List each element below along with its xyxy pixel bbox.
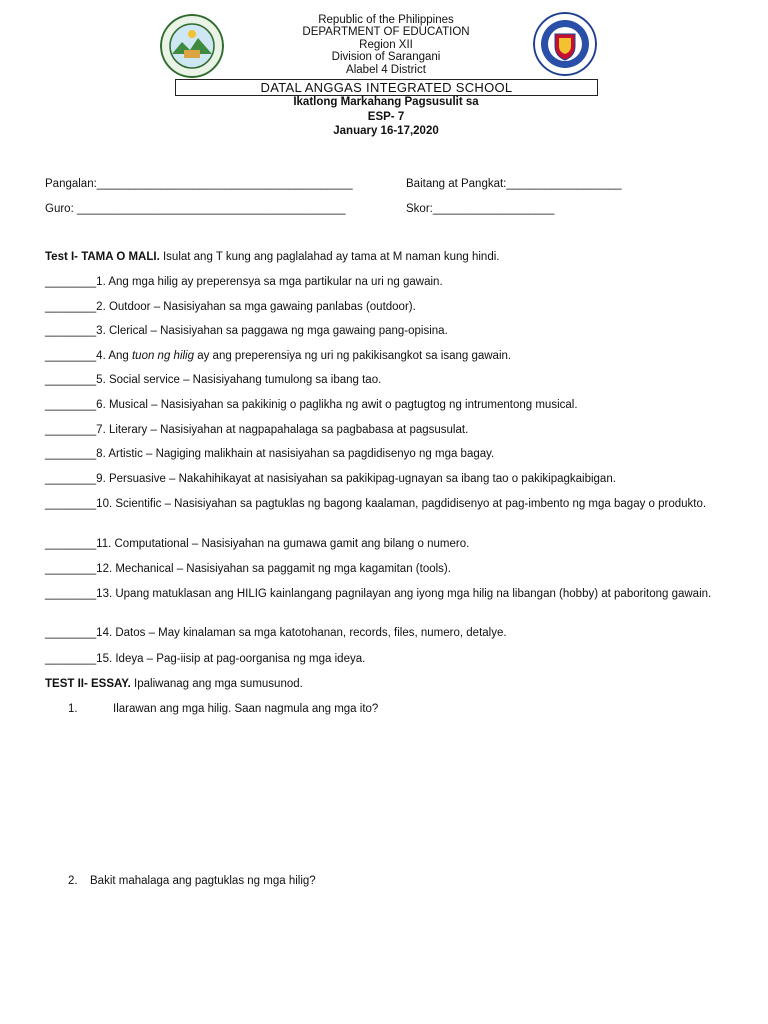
answer-blank[interactable]: ________ bbox=[45, 627, 97, 639]
test1-item bbox=[45, 350, 511, 362]
deped-seal-icon bbox=[533, 12, 597, 76]
question-number: 2. bbox=[68, 875, 78, 887]
test1-heading-rest: Isulat ang T kung ang paglalahad ay tama at M naman kung hindi. bbox=[159, 251, 500, 263]
item-text: 8. Artistic – Nagiging malikhain at nasisiyahan sa pagdidisenyo ng mga bagay. bbox=[96, 448, 495, 460]
essay-question bbox=[68, 875, 316, 887]
answer-blank[interactable]: ________ bbox=[45, 424, 97, 436]
exam-title: Ikatlong Markahang Pagsusulit sa bbox=[293, 96, 479, 108]
header-region: Region XII bbox=[359, 38, 413, 51]
item-text-rest: ay ang preperensiya ng uri ng pakikisangkot sa isang gawain. bbox=[194, 350, 512, 362]
answer-blank[interactable]: ________ bbox=[45, 350, 97, 362]
grade-section-field[interactable]: Baitang at Pangkat:__________________ bbox=[406, 178, 622, 190]
score-field[interactable]: Skor:___________________ bbox=[406, 203, 555, 215]
test1-item bbox=[45, 399, 578, 411]
item-text: 2. Outdoor – Nasisiyahan sa mga gawaing panlabas (outdoor). bbox=[96, 301, 416, 313]
exam-date: January 16-17,2020 bbox=[333, 125, 439, 138]
test1-heading bbox=[45, 251, 499, 263]
test1-item bbox=[45, 497, 725, 513]
item-text: 4. Ang bbox=[96, 350, 132, 362]
item-text: 6. Musical – Nasisiyahan sa pakikinig o paglikha ng awit o pagtugtog ng intrumentong musical. bbox=[96, 399, 578, 411]
test1-heading-bold: Test I- TAMA O MALI. bbox=[45, 251, 160, 263]
test2-heading bbox=[45, 678, 303, 690]
header-department: DEPARTMENT OF EDUCATION bbox=[302, 26, 470, 39]
teacher-field[interactable]: Guro: __________________________________________ bbox=[45, 203, 346, 215]
test2-heading-bold: TEST II- ESSAY. bbox=[45, 678, 131, 690]
header-lines bbox=[250, 14, 522, 76]
answer-blank[interactable]: ________ bbox=[45, 498, 97, 510]
school-seal-icon bbox=[160, 14, 224, 78]
test1-item bbox=[45, 563, 451, 575]
question-text: Bakit mahalaga ang pagtuklas ng mga hilig? bbox=[90, 875, 316, 887]
question-text: Ilarawan ang mga hilig. Saan nagmula ang mga ito? bbox=[113, 703, 379, 715]
header-division: Division of Sarangani bbox=[331, 51, 441, 64]
header-republic: Republic of the Philippines bbox=[318, 14, 454, 26]
test1-item bbox=[45, 374, 381, 386]
test1-item bbox=[45, 538, 469, 550]
header-district: Alabel 4 District bbox=[346, 63, 426, 76]
test1-item bbox=[45, 587, 725, 603]
item-text: 5. Social service – Nasisiyahang tumulong sa ibang tao. bbox=[96, 374, 382, 386]
test1-item bbox=[45, 448, 494, 460]
answer-blank[interactable]: ________ bbox=[45, 374, 97, 386]
exam-subject: ESP- 7 bbox=[367, 110, 405, 123]
item-text: 11. Computational – Nasisiyahan na gumawa gamit ang bilang o numero. bbox=[96, 538, 470, 550]
item-text: 9. Persuasive – Nakahihikayat at nasisiyahan sa pakikipag-ugnayan sa ibang tao o pakikipagkaibigan. bbox=[96, 473, 616, 485]
answer-blank[interactable]: ________ bbox=[45, 538, 97, 550]
answer-blank[interactable]: ________ bbox=[45, 473, 97, 485]
answer-blank[interactable]: ________ bbox=[45, 399, 97, 411]
test1-item bbox=[45, 473, 616, 485]
name-field[interactable]: Pangalan:________________________________________ bbox=[45, 178, 353, 190]
test1-item bbox=[45, 424, 468, 436]
answer-blank[interactable]: ________ bbox=[45, 563, 97, 575]
answer-blank[interactable]: ________ bbox=[45, 588, 97, 600]
answer-blank[interactable]: ________ bbox=[45, 653, 97, 665]
item-text: 7. Literary – Nasisiyahan at nagpapahalaga sa pagbabasa at pagsusulat. bbox=[96, 424, 469, 436]
item-text: 1. Ang mga hilig ay preperensya sa mga partikular na uri ng gawain. bbox=[96, 276, 443, 288]
answer-blank[interactable]: ________ bbox=[45, 325, 97, 337]
item-text: 12. Mechanical – Nasisiyahan sa paggamit ng mga kagamitan (tools). bbox=[96, 563, 451, 575]
item-text: 3. Clerical – Nasisiyahan sa paggawa ng mga gawaing pang-opisina. bbox=[96, 325, 448, 337]
test2-heading-rest: Ipaliwanag ang mga sumusunod. bbox=[130, 678, 303, 690]
test1-item bbox=[45, 301, 416, 313]
item-text: 10. Scientific – Nasisiyahan sa pagtuklas ng bagong kaalaman, pagdidisenyo at pag-imbento ng mga bagay o produkto. bbox=[96, 498, 707, 510]
answer-blank[interactable]: ________ bbox=[45, 301, 97, 313]
test1-item bbox=[45, 325, 448, 337]
item-text: 13. Upang matuklasan ang HILIG kainlangang pagnilayan ang iyong mga hilig na libangan (hobby) at paboritong gawain. bbox=[96, 588, 712, 600]
item-italic-term: tuon ng hilig bbox=[131, 350, 195, 362]
test1-item bbox=[45, 653, 365, 665]
school-name: DATAL ANGGAS INTEGRATED SCHOOL bbox=[175, 79, 598, 96]
item-text: 14. Datos – May kinalaman sa mga katotohanan, records, files, numero, detalye. bbox=[96, 627, 507, 639]
test1-item bbox=[45, 627, 507, 639]
test1-item bbox=[45, 276, 443, 288]
answer-blank[interactable]: ________ bbox=[45, 276, 97, 288]
question-number: 1. bbox=[68, 703, 78, 715]
exam-title-block bbox=[200, 95, 572, 139]
item-text: 15. Ideya – Pag-iisip at pag-oorganisa ng mga ideya. bbox=[96, 653, 366, 665]
essay-question bbox=[68, 703, 378, 715]
answer-blank[interactable]: ________ bbox=[45, 448, 97, 460]
